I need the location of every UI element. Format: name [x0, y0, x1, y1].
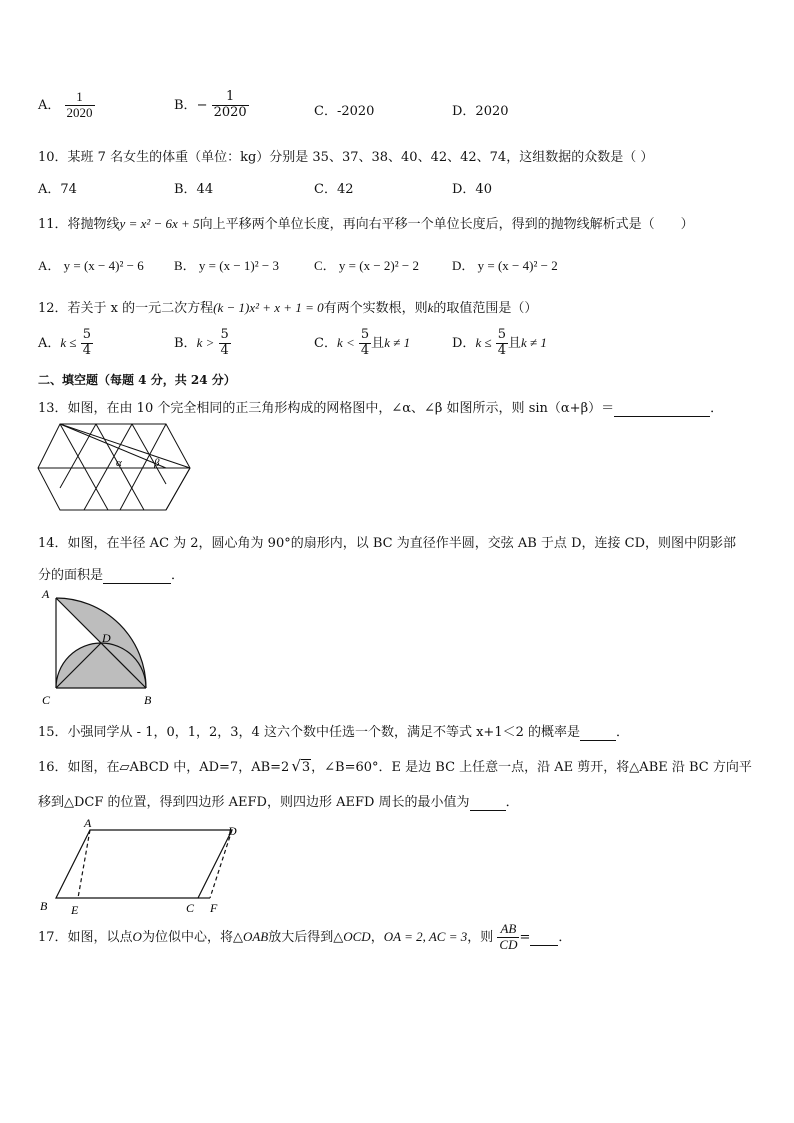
q16-line1 — [38, 756, 752, 775]
q15-stem-text: 15．小强同学从 - 1，0，1，2，3，4 这六个数中任选一个数，满足不等式 x+1＜2 的概率是 — [38, 725, 580, 740]
q17-end: ． — [558, 929, 572, 945]
q10-option-b: B．44 — [174, 182, 214, 197]
q12-b-num: 5 — [220, 327, 229, 342]
q12-d-fraction — [496, 328, 508, 359]
q12-a-den: 4 — [82, 342, 91, 358]
q16-label-d: D — [228, 824, 237, 838]
q12-c-label: C． — [314, 335, 337, 351]
q16-label-e: E — [71, 903, 79, 917]
q12-stem-k: k — [427, 300, 434, 315]
q12-b-fraction — [219, 328, 231, 359]
q13-ray-beta — [60, 424, 190, 468]
q12-stem-mid: 有两个实数根，则 — [323, 301, 428, 316]
q12-option-b — [174, 328, 231, 359]
q12-c-rel: k < — [336, 334, 355, 350]
q11-stem-post: 向上平移两个单位长度，再向右平移一个单位长度后，得到的抛物线解析式是（ ） — [199, 217, 694, 232]
q15-stem — [38, 721, 629, 741]
q14-end: ． — [171, 568, 185, 583]
q16-sqrt: √3 — [291, 757, 311, 775]
q12-c-den: 4 — [360, 342, 370, 358]
q9-b-sign: − — [196, 97, 208, 113]
q12-b-den: 4 — [220, 342, 229, 358]
q16-root-value: 3 — [301, 760, 311, 775]
q16-line2-text: 移到△DCF 的位置，得到四边形 AEFD，则四边形 AEFD 周长的最小值为 — [38, 795, 470, 810]
q9-option-a — [38, 90, 95, 121]
q10-option-a: A．74 — [38, 182, 77, 197]
q16-cut-ae — [78, 830, 90, 898]
q12-c-cond: k ≠ 1 — [384, 334, 411, 350]
q16-parallelogram-figure — [36, 816, 256, 920]
q9-a-fraction — [65, 90, 95, 121]
q17-stem-mid2: 放大后得到 — [268, 929, 334, 945]
q17-stem-pre: 17．如图，以点 — [38, 929, 133, 945]
q12-b-label: B． — [174, 335, 197, 351]
q12-stem-post: 的取值范围是（） — [433, 301, 538, 316]
q11-stem-expr: y = x² − 6x + 5 — [119, 216, 200, 231]
q9-option-c: C．-2020 — [314, 104, 375, 119]
q17-stem-mid3: ， — [370, 929, 384, 945]
q13-alpha-label: α — [116, 457, 122, 469]
q16-line1-post: ，∠B=60°．E 是边 BC 上任意一点，沿 AE 剪开，将△ABE 沿 BC 方向平 — [311, 760, 752, 775]
q17-fraction — [497, 922, 519, 953]
q12-a-fraction — [81, 328, 93, 359]
q9-a-label: A． — [38, 97, 61, 113]
q13-ray-alpha — [60, 424, 166, 468]
q13-answer-blank — [614, 401, 710, 417]
q13-beta-label: β — [154, 457, 160, 469]
q12-c-tail: 且 — [371, 335, 385, 351]
q12-a-rel: k ≤ — [60, 334, 77, 350]
q11-option-c: C． y = (x − 2)² − 2 — [314, 258, 419, 273]
q10-option-c: C．42 — [314, 182, 354, 197]
q17-point-o: O — [132, 928, 142, 944]
q12-stem-expr: (k − 1)x² + x + 1 = 0 — [213, 300, 324, 315]
section-title: 二、填空题（每题 4 分，共 24 分） — [38, 373, 236, 387]
q12-a-num: 5 — [82, 327, 91, 342]
q17-equals: = — [519, 929, 531, 945]
q12-d-num: 5 — [497, 327, 507, 342]
q9-b-num: 1 — [212, 90, 249, 106]
q14-line2-text: 分的面积是 — [38, 568, 104, 583]
q16-parallelogram — [56, 830, 232, 898]
q12-stem-pre: 12．若关于 x 的一元二次方程 — [38, 301, 214, 316]
q13-triangle-grid-figure — [36, 422, 192, 512]
q12-stem — [38, 297, 537, 316]
q9-b-fraction — [212, 90, 249, 121]
q14-label-d: D — [102, 631, 111, 645]
q17-answer-blank — [530, 930, 558, 946]
q15-end: ． — [616, 725, 630, 740]
q16-answer-blank — [470, 795, 506, 811]
q14-line1: 14．如图，在半径 AC 为 2，圆心角为 90°的扇形内，以 BC 为直径作半圆，交弦 AB 于点 D，连接 CD，则图中阴影部 — [38, 536, 736, 551]
q12-c-fraction — [359, 328, 371, 359]
q9-option-b — [174, 90, 249, 121]
q11-stem-pre: 11．将抛物线 — [38, 217, 120, 232]
q12-d-tail: 且 — [508, 335, 522, 351]
q12-d-cond: k ≠ 1 — [521, 334, 547, 350]
q11-option-d: D． y = (x − 4)² − 2 — [452, 258, 558, 273]
q14-label-b: B — [144, 693, 152, 707]
q16-label-f: F — [210, 901, 218, 915]
q12-option-c — [314, 328, 410, 359]
q16-label-b: B — [40, 899, 48, 913]
q14-sector-figure — [38, 586, 158, 708]
q15-answer-blank — [580, 725, 616, 741]
q14-label-a: A — [42, 587, 50, 601]
q16-line1-pre: 16．如图，在▱ABCD 中，AD=7，AB=2 — [38, 760, 290, 775]
q9-b-label: B． — [174, 97, 197, 113]
q13-hexagon-outline — [38, 424, 190, 510]
q16-cut-df — [210, 830, 232, 898]
q9-a-num: 1 — [65, 90, 95, 106]
q12-d-rel: k ≤ — [475, 334, 492, 350]
q17-frac-den: CD — [499, 936, 518, 952]
q16-label-c: C — [186, 901, 195, 915]
q17-stem-mid4: ，则 — [467, 929, 494, 945]
q17-frac-num: AB — [497, 922, 519, 938]
q9-b-den: 2020 — [213, 104, 247, 120]
q14-line2 — [38, 564, 184, 584]
q14-label-c: C — [42, 693, 51, 707]
q12-a-label: A． — [38, 335, 61, 351]
q9-option-d: D．2020 — [452, 104, 509, 119]
q11-option-b: B． y = (x − 1)² − 3 — [174, 258, 279, 273]
q13-stem — [38, 397, 723, 417]
q13-end: ． — [710, 401, 724, 416]
q12-d-label: D． — [452, 335, 476, 351]
q17-stem — [38, 922, 571, 953]
q16-line2 — [38, 791, 519, 811]
q10-stem: 10．某班 7 名女生的体重（单位：kg）分别是 35、37、38、40、42、42、74，这组数据的众数是（ ） — [38, 150, 654, 165]
q10-option-d: D．40 — [452, 182, 492, 197]
q12-c-num: 5 — [360, 327, 370, 342]
q16-end: ． — [505, 795, 519, 810]
q17-stem-mid1: 为位似中心，将 — [141, 929, 233, 945]
q17-triangle-oab: △OAB — [232, 928, 269, 944]
q12-b-rel: k > — [196, 334, 215, 350]
q17-condition: OA = 2, AC = 3 — [383, 928, 468, 944]
q9-a-den: 2020 — [66, 104, 93, 120]
q13-stem-text: 13．如图，在由 10 个完全相同的正三角形构成的网格图中，∠α、∠β 如图所示，则 sin（α+β）＝ — [38, 401, 615, 416]
q12-option-d — [452, 328, 547, 359]
q11-option-a: A． y = (x − 4)² − 6 — [38, 258, 144, 273]
q17-triangle-ocd: △OCD — [333, 928, 371, 944]
q12-option-a — [38, 328, 93, 359]
q16-label-a: A — [84, 816, 92, 830]
q11-stem — [38, 213, 694, 232]
q12-d-den: 4 — [497, 342, 507, 358]
q14-answer-blank — [103, 568, 171, 584]
